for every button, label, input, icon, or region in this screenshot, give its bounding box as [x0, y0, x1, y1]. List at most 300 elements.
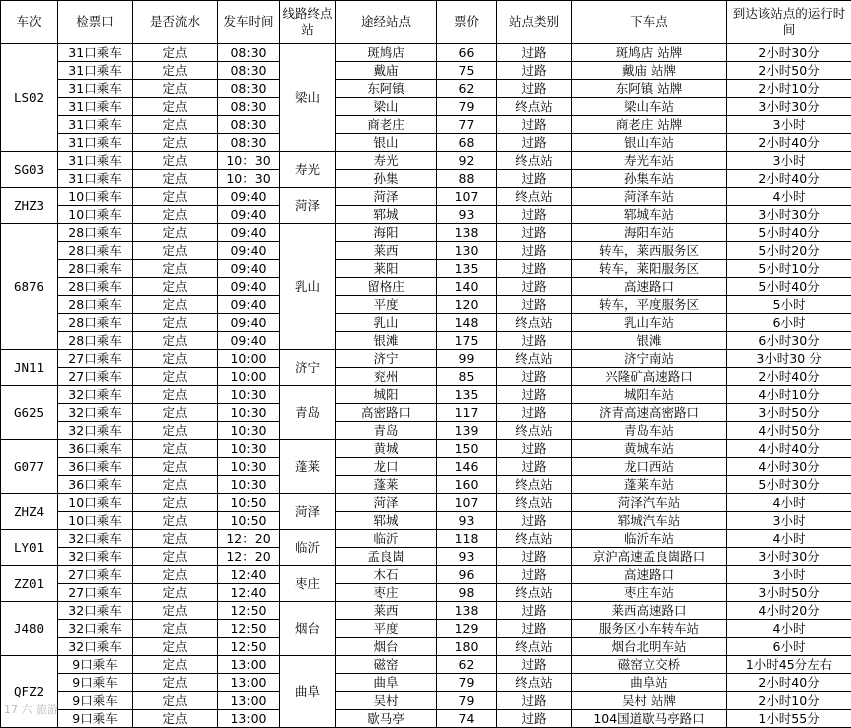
- mode-cell: 定点: [133, 656, 218, 674]
- gate-cell: 31口乘车: [58, 134, 133, 152]
- table-row: [1, 710, 851, 728]
- train-number-cell: J480: [1, 602, 58, 656]
- gate-cell: 28口乘车: [58, 242, 133, 260]
- mode-cell: 定点: [133, 692, 218, 710]
- drop-off-cell: 乳山车站: [572, 314, 727, 332]
- departure-time-cell: 12：20: [218, 530, 280, 548]
- terminal-cell: 烟台: [280, 602, 336, 656]
- fare-cell: 148: [437, 314, 497, 332]
- table-row: [1, 656, 851, 674]
- fare-cell: 75: [437, 62, 497, 80]
- mode-cell: 定点: [133, 530, 218, 548]
- stop-type-cell: 终点站: [497, 188, 572, 206]
- drop-off-cell: 梁山车站: [572, 98, 727, 116]
- gate-cell: 28口乘车: [58, 314, 133, 332]
- travel-time-cell: 6小时: [727, 314, 851, 332]
- travel-time-cell: 2小时40分: [727, 368, 851, 386]
- table-row: [1, 404, 851, 422]
- fare-cell: 79: [437, 674, 497, 692]
- mode-cell: 定点: [133, 242, 218, 260]
- column-header: 票价: [437, 1, 497, 44]
- stop-cell: 蓬莱: [336, 476, 437, 494]
- stop-cell: 孙集: [336, 170, 437, 188]
- gate-cell: 32口乘车: [58, 386, 133, 404]
- mode-cell: 定点: [133, 422, 218, 440]
- stop-type-cell: 过路: [497, 170, 572, 188]
- table-row: [1, 602, 851, 620]
- stop-cell: 商老庄: [336, 116, 437, 134]
- mode-cell: 定点: [133, 584, 218, 602]
- gate-cell: 28口乘车: [58, 332, 133, 350]
- stop-type-cell: 终点站: [497, 584, 572, 602]
- travel-time-cell: 3小时50分: [727, 584, 851, 602]
- column-header: 线路终点站: [280, 1, 336, 44]
- stop-type-cell: 过路: [497, 386, 572, 404]
- gate-cell: 9口乘车: [58, 674, 133, 692]
- train-number-cell: SG03: [1, 152, 58, 188]
- departure-time-cell: 09:40: [218, 224, 280, 242]
- stop-cell: 莱西: [336, 242, 437, 260]
- travel-time-cell: 4小时40分: [727, 440, 851, 458]
- drop-off-cell: 郓城汽车站: [572, 512, 727, 530]
- mode-cell: 定点: [133, 512, 218, 530]
- table-row: [1, 458, 851, 476]
- drop-off-cell: 莱西高速路口: [572, 602, 727, 620]
- fare-cell: 135: [437, 260, 497, 278]
- drop-off-cell: 戴庙 站牌: [572, 62, 727, 80]
- table-row: [1, 386, 851, 404]
- gate-cell: 31口乘车: [58, 170, 133, 188]
- table-row: [1, 296, 851, 314]
- travel-time-cell: 5小时10分: [727, 260, 851, 278]
- stop-cell: 枣庄: [336, 584, 437, 602]
- departure-time-cell: 08:30: [218, 62, 280, 80]
- gate-cell: 36口乘车: [58, 476, 133, 494]
- train-number-cell: QFZ2: [1, 656, 58, 728]
- terminal-cell: 梁山: [280, 44, 336, 152]
- fare-cell: 85: [437, 368, 497, 386]
- train-number-cell: ZZ01: [1, 566, 58, 602]
- stop-type-cell: 过路: [497, 368, 572, 386]
- drop-off-cell: 曲阜站: [572, 674, 727, 692]
- departure-time-cell: 09:40: [218, 332, 280, 350]
- mode-cell: 定点: [133, 314, 218, 332]
- table-row: [1, 44, 851, 62]
- fare-cell: 62: [437, 80, 497, 98]
- train-number-cell: 6876: [1, 224, 58, 350]
- drop-off-cell: 烟台北明车站: [572, 638, 727, 656]
- table-row: [1, 134, 851, 152]
- table-row: [1, 440, 851, 458]
- stop-cell: 郓城: [336, 206, 437, 224]
- fare-cell: 175: [437, 332, 497, 350]
- departure-time-cell: 13:00: [218, 656, 280, 674]
- mode-cell: 定点: [133, 602, 218, 620]
- fare-cell: 138: [437, 224, 497, 242]
- mode-cell: 定点: [133, 332, 218, 350]
- gate-cell: 27口乘车: [58, 368, 133, 386]
- mode-cell: 定点: [133, 368, 218, 386]
- fare-cell: 135: [437, 386, 497, 404]
- stop-type-cell: 终点站: [497, 152, 572, 170]
- drop-off-cell: 转车，莱西服务区: [572, 242, 727, 260]
- table-row: [1, 620, 851, 638]
- travel-time-cell: 6小时: [727, 638, 851, 656]
- travel-time-cell: 2小时40分: [727, 170, 851, 188]
- gate-cell: 10口乘车: [58, 512, 133, 530]
- stop-type-cell: 过路: [497, 296, 572, 314]
- stop-type-cell: 终点站: [497, 494, 572, 512]
- stop-type-cell: 终点站: [497, 350, 572, 368]
- travel-time-cell: 2小时10分: [727, 692, 851, 710]
- departure-time-cell: 10:30: [218, 476, 280, 494]
- fare-cell: 146: [437, 458, 497, 476]
- stop-type-cell: 终点站: [497, 98, 572, 116]
- fare-cell: 93: [437, 548, 497, 566]
- column-header: 发车时间: [218, 1, 280, 44]
- table-row: [1, 584, 851, 602]
- drop-off-cell: 黄城车站: [572, 440, 727, 458]
- stop-type-cell: 过路: [497, 206, 572, 224]
- stop-type-cell: 过路: [497, 692, 572, 710]
- table-row: [1, 476, 851, 494]
- stop-type-cell: 过路: [497, 242, 572, 260]
- fare-cell: 180: [437, 638, 497, 656]
- gate-cell: 36口乘车: [58, 458, 133, 476]
- stop-type-cell: 过路: [497, 332, 572, 350]
- mode-cell: 定点: [133, 440, 218, 458]
- stop-cell: 临沂: [336, 530, 437, 548]
- watermark: 17 六 旅游: [4, 701, 58, 717]
- table-row: [1, 530, 851, 548]
- fare-cell: 66: [437, 44, 497, 62]
- stop-cell: 平度: [336, 620, 437, 638]
- train-number-cell: LY01: [1, 530, 58, 566]
- table-row: [1, 98, 851, 116]
- drop-off-cell: 青岛车站: [572, 422, 727, 440]
- departure-time-cell: 10:00: [218, 350, 280, 368]
- travel-time-cell: 4小时: [727, 188, 851, 206]
- terminal-cell: 青岛: [280, 386, 336, 440]
- train-number-cell: JN11: [1, 350, 58, 386]
- table-row: [1, 170, 851, 188]
- stop-type-cell: 终点站: [497, 476, 572, 494]
- travel-time-cell: 5小时: [727, 296, 851, 314]
- stop-type-cell: 过路: [497, 116, 572, 134]
- mode-cell: 定点: [133, 548, 218, 566]
- travel-time-cell: 3小时: [727, 116, 851, 134]
- fare-cell: 130: [437, 242, 497, 260]
- departure-time-cell: 10:50: [218, 512, 280, 530]
- mode-cell: 定点: [133, 260, 218, 278]
- stop-type-cell: 过路: [497, 566, 572, 584]
- mode-cell: 定点: [133, 566, 218, 584]
- stop-type-cell: 终点站: [497, 638, 572, 656]
- departure-time-cell: 10:00: [218, 368, 280, 386]
- departure-time-cell: 09:40: [218, 314, 280, 332]
- stop-type-cell: 过路: [497, 602, 572, 620]
- stop-cell: 梁山: [336, 98, 437, 116]
- column-header: 车次: [1, 1, 58, 44]
- travel-time-cell: 3小时30分: [727, 98, 851, 116]
- stop-type-cell: 过路: [497, 548, 572, 566]
- table-row: [1, 548, 851, 566]
- fare-cell: 68: [437, 134, 497, 152]
- mode-cell: 定点: [133, 116, 218, 134]
- drop-off-cell: 蓬莱车站: [572, 476, 727, 494]
- drop-off-cell: 菏泽汽车站: [572, 494, 727, 512]
- stop-cell: 郓城: [336, 512, 437, 530]
- gate-cell: 31口乘车: [58, 152, 133, 170]
- stop-cell: 磁窑: [336, 656, 437, 674]
- stop-type-cell: 过路: [497, 656, 572, 674]
- drop-off-cell: 孙集车站: [572, 170, 727, 188]
- stop-type-cell: 过路: [497, 458, 572, 476]
- gate-cell: 32口乘车: [58, 530, 133, 548]
- stop-type-cell: 过路: [497, 440, 572, 458]
- gate-cell: 28口乘车: [58, 278, 133, 296]
- stop-cell: 城阳: [336, 386, 437, 404]
- stop-type-cell: 过路: [497, 512, 572, 530]
- gate-cell: 27口乘车: [58, 350, 133, 368]
- table-row: [1, 152, 851, 170]
- table-row: [1, 566, 851, 584]
- table-row: [1, 242, 851, 260]
- gate-cell: 31口乘车: [58, 116, 133, 134]
- mode-cell: 定点: [133, 44, 218, 62]
- travel-time-cell: 3小时: [727, 152, 851, 170]
- stop-type-cell: 过路: [497, 224, 572, 242]
- stop-type-cell: 过路: [497, 710, 572, 728]
- table-row: [1, 278, 851, 296]
- departure-time-cell: 10:30: [218, 404, 280, 422]
- gate-cell: 32口乘车: [58, 602, 133, 620]
- terminal-cell: 临沂: [280, 530, 336, 566]
- table-row: [1, 494, 851, 512]
- drop-off-cell: 高速路口: [572, 566, 727, 584]
- fare-cell: 118: [437, 530, 497, 548]
- drop-off-cell: 郓城车站: [572, 206, 727, 224]
- gate-cell: 32口乘车: [58, 404, 133, 422]
- fare-cell: 107: [437, 188, 497, 206]
- drop-off-cell: 寿光车站: [572, 152, 727, 170]
- travel-time-cell: 4小时: [727, 620, 851, 638]
- gate-cell: 32口乘车: [58, 422, 133, 440]
- stop-cell: 黄城: [336, 440, 437, 458]
- departure-time-cell: 09:40: [218, 206, 280, 224]
- drop-off-cell: 城阳车站: [572, 386, 727, 404]
- gate-cell: 27口乘车: [58, 566, 133, 584]
- column-header: 是否流水: [133, 1, 218, 44]
- fare-cell: 62: [437, 656, 497, 674]
- fare-cell: 160: [437, 476, 497, 494]
- gate-cell: 10口乘车: [58, 494, 133, 512]
- stop-cell: 戴庙: [336, 62, 437, 80]
- table-row: [1, 368, 851, 386]
- gate-cell: 27口乘车: [58, 584, 133, 602]
- table-row: [1, 638, 851, 656]
- stop-cell: 高密路口: [336, 404, 437, 422]
- departure-time-cell: 09:40: [218, 242, 280, 260]
- stop-type-cell: 过路: [497, 260, 572, 278]
- travel-time-cell: 5小时40分: [727, 278, 851, 296]
- header-row: [1, 1, 851, 44]
- travel-time-cell: 4小时: [727, 494, 851, 512]
- departure-time-cell: 12：20: [218, 548, 280, 566]
- travel-time-cell: 4小时10分: [727, 386, 851, 404]
- mode-cell: 定点: [133, 134, 218, 152]
- fare-cell: 93: [437, 512, 497, 530]
- departure-time-cell: 10:30: [218, 458, 280, 476]
- departure-time-cell: 09:40: [218, 260, 280, 278]
- fare-cell: 129: [437, 620, 497, 638]
- fare-cell: 150: [437, 440, 497, 458]
- stop-cell: 龙口: [336, 458, 437, 476]
- train-number-cell: G077: [1, 440, 58, 494]
- travel-time-cell: 4小时30分: [727, 458, 851, 476]
- departure-time-cell: 12:40: [218, 584, 280, 602]
- stop-cell: 东阿镇: [336, 80, 437, 98]
- stop-cell: 银滩: [336, 332, 437, 350]
- column-header: 站点类别: [497, 1, 572, 44]
- mode-cell: 定点: [133, 278, 218, 296]
- gate-cell: 31口乘车: [58, 98, 133, 116]
- travel-time-cell: 4小时: [727, 530, 851, 548]
- fare-cell: 79: [437, 692, 497, 710]
- stop-cell: 菏泽: [336, 494, 437, 512]
- terminal-cell: 寿光: [280, 152, 336, 188]
- gate-cell: 31口乘车: [58, 62, 133, 80]
- mode-cell: 定点: [133, 458, 218, 476]
- stop-type-cell: 终点站: [497, 530, 572, 548]
- departure-time-cell: 10:30: [218, 440, 280, 458]
- fare-cell: 140: [437, 278, 497, 296]
- mode-cell: 定点: [133, 62, 218, 80]
- departure-time-cell: 10：30: [218, 152, 280, 170]
- gate-cell: 10口乘车: [58, 206, 133, 224]
- table-row: [1, 188, 851, 206]
- table-row: [1, 116, 851, 134]
- mode-cell: 定点: [133, 674, 218, 692]
- stop-cell: 木石: [336, 566, 437, 584]
- mode-cell: 定点: [133, 620, 218, 638]
- gate-cell: 9口乘车: [58, 692, 133, 710]
- table-row: [1, 350, 851, 368]
- drop-off-cell: 104国道歇马亭路口: [572, 710, 727, 728]
- mode-cell: 定点: [133, 350, 218, 368]
- mode-cell: 定点: [133, 710, 218, 728]
- travel-time-cell: 2小时40分: [727, 674, 851, 692]
- stop-cell: 菏泽: [336, 188, 437, 206]
- drop-off-cell: 斑鸠店 站牌: [572, 44, 727, 62]
- stop-type-cell: 过路: [497, 80, 572, 98]
- travel-time-cell: 2小时40分: [727, 134, 851, 152]
- travel-time-cell: 3小时30分: [727, 548, 851, 566]
- drop-off-cell: 菏泽车站: [572, 188, 727, 206]
- travel-time-cell: 1小时55分: [727, 710, 851, 728]
- travel-time-cell: 3小时: [727, 566, 851, 584]
- departure-time-cell: 12:50: [218, 620, 280, 638]
- train-number-cell: ZHZ3: [1, 188, 58, 224]
- departure-time-cell: 13:00: [218, 692, 280, 710]
- drop-off-cell: 枣庄车站: [572, 584, 727, 602]
- stop-cell: 海阳: [336, 224, 437, 242]
- travel-time-cell: 2小时30分: [727, 44, 851, 62]
- departure-time-cell: 13:00: [218, 674, 280, 692]
- stop-cell: 歇马亭: [336, 710, 437, 728]
- departure-time-cell: 12:50: [218, 638, 280, 656]
- fare-cell: 139: [437, 422, 497, 440]
- terminal-cell: 菏泽: [280, 494, 336, 530]
- stop-type-cell: 过路: [497, 620, 572, 638]
- stop-cell: 孟良崮: [336, 548, 437, 566]
- stop-type-cell: 终点站: [497, 422, 572, 440]
- departure-time-cell: 10:50: [218, 494, 280, 512]
- stop-cell: 曲阜: [336, 674, 437, 692]
- table-row: [1, 692, 851, 710]
- drop-off-cell: 磁窑立交桥: [572, 656, 727, 674]
- departure-time-cell: 08:30: [218, 116, 280, 134]
- travel-time-cell: 3小时: [727, 512, 851, 530]
- travel-time-cell: 5小时30分: [727, 476, 851, 494]
- drop-off-cell: 海阳车站: [572, 224, 727, 242]
- drop-off-cell: 济青高速高密路口: [572, 404, 727, 422]
- column-header: 到达该站点的运行时间: [727, 1, 851, 44]
- gate-cell: 28口乘车: [58, 260, 133, 278]
- stop-cell: 莱阳: [336, 260, 437, 278]
- mode-cell: 定点: [133, 170, 218, 188]
- stop-type-cell: 过路: [497, 404, 572, 422]
- table-row: [1, 206, 851, 224]
- drop-off-cell: 银滩: [572, 332, 727, 350]
- fare-cell: 93: [437, 206, 497, 224]
- travel-time-cell: 2小时10分: [727, 80, 851, 98]
- train-number-cell: G625: [1, 386, 58, 440]
- travel-time-cell: 1小时45分左右: [727, 656, 851, 674]
- stop-type-cell: 终点站: [497, 674, 572, 692]
- table-row: [1, 260, 851, 278]
- fare-cell: 98: [437, 584, 497, 602]
- stop-cell: 寿光: [336, 152, 437, 170]
- stop-cell: 烟台: [336, 638, 437, 656]
- column-header: 途经站点: [336, 1, 437, 44]
- departure-time-cell: 10:30: [218, 386, 280, 404]
- table-row: [1, 674, 851, 692]
- terminal-cell: 乳山: [280, 224, 336, 350]
- fare-cell: 117: [437, 404, 497, 422]
- departure-time-cell: 09:40: [218, 188, 280, 206]
- gate-cell: 28口乘车: [58, 296, 133, 314]
- terminal-cell: 曲阜: [280, 656, 336, 728]
- departure-time-cell: 08:30: [218, 80, 280, 98]
- gate-cell: 9口乘车: [58, 656, 133, 674]
- departure-time-cell: 08:30: [218, 98, 280, 116]
- drop-off-cell: 转车，莱阳服务区: [572, 260, 727, 278]
- departure-time-cell: 13:00: [218, 710, 280, 728]
- drop-off-cell: 商老庄 站牌: [572, 116, 727, 134]
- stop-type-cell: 过路: [497, 44, 572, 62]
- train-number-cell: LS02: [1, 44, 58, 152]
- mode-cell: 定点: [133, 638, 218, 656]
- fare-cell: 88: [437, 170, 497, 188]
- mode-cell: 定点: [133, 494, 218, 512]
- column-header: 检票口: [58, 1, 133, 44]
- travel-time-cell: 5小时40分: [727, 224, 851, 242]
- gate-cell: 32口乘车: [58, 548, 133, 566]
- gate-cell: 28口乘车: [58, 224, 133, 242]
- departure-time-cell: 10：30: [218, 170, 280, 188]
- fare-cell: 107: [437, 494, 497, 512]
